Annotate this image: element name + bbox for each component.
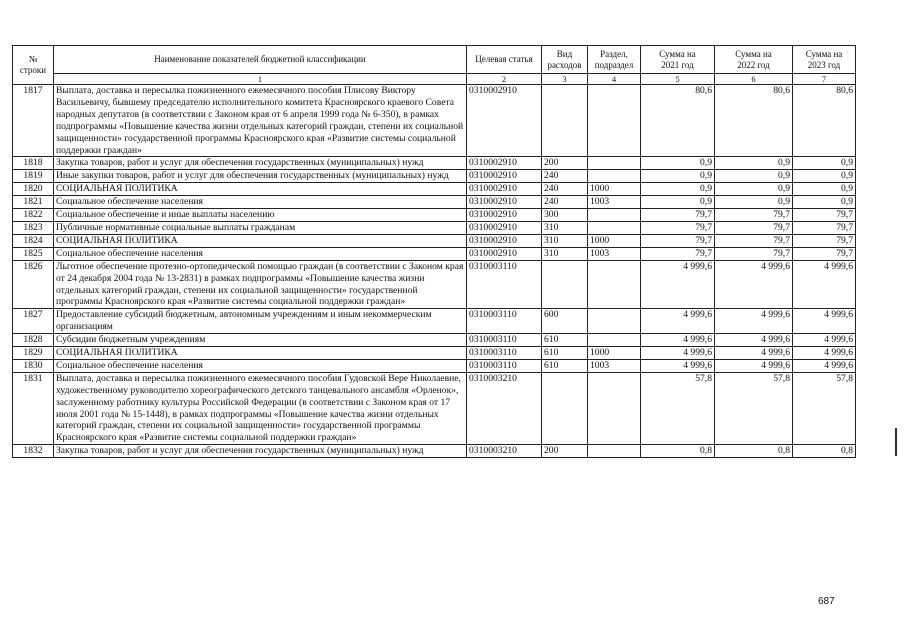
sum-2021: 4 999,6 (641, 260, 715, 309)
table-row (13, 221, 856, 234)
expense-type: 300 (542, 209, 588, 222)
sum-2021: 79,7 (641, 221, 715, 234)
target-article: 0310002910 (467, 157, 542, 170)
section: 1000 (588, 183, 641, 196)
column-header: Вид расходов (542, 46, 588, 74)
sum-2022: 4 999,6 (715, 334, 793, 347)
target-article: 0310003210 (467, 445, 542, 458)
sum-2022: 0,8 (715, 445, 793, 458)
target-article: 0310003110 (467, 334, 542, 347)
target-article: 0310002910 (467, 183, 542, 196)
target-article: 0310002910 (467, 170, 542, 183)
row-number: 1819 (13, 170, 54, 183)
table-row (13, 157, 856, 170)
table-body (13, 85, 856, 458)
sum-2022: 4 999,6 (715, 309, 793, 334)
expense-type: 600 (542, 309, 588, 334)
section: 1003 (588, 247, 641, 260)
row-name: Социальное обеспечение населения (54, 247, 467, 260)
table-row (13, 347, 856, 360)
sum-2023: 4 999,6 (793, 260, 856, 309)
expense-type: 610 (542, 334, 588, 347)
sum-2021: 57,8 (641, 372, 715, 444)
sum-2022: 80,6 (715, 85, 793, 157)
budget-table (12, 45, 856, 458)
column-number: 1 (54, 74, 467, 85)
sum-2023: 4 999,6 (793, 347, 856, 360)
row-number: 1820 (13, 183, 54, 196)
row-number: 1830 (13, 359, 54, 372)
sum-2023: 0,9 (793, 196, 856, 209)
column-header: Целевая статья (467, 46, 542, 74)
sum-2021: 4 999,6 (641, 359, 715, 372)
sum-2021: 0,9 (641, 196, 715, 209)
column-number: 6 (715, 74, 793, 85)
table-row (13, 170, 856, 183)
sum-2023: 80,6 (793, 85, 856, 157)
row-number: 1817 (13, 85, 54, 157)
target-article: 0310003110 (467, 359, 542, 372)
row-name: Предоставление субсидий бюджетным, автономным учреждениям и иным некоммерческим организациям (54, 309, 467, 334)
column-header: Раздел, подраздел (588, 46, 641, 74)
page-number: 687 (818, 596, 835, 607)
sum-2022: 4 999,6 (715, 347, 793, 360)
column-header: Сумма на 2022 год (715, 46, 793, 74)
expense-type: 310 (542, 234, 588, 247)
sum-2023: 57,8 (793, 372, 856, 444)
sum-2023: 0,9 (793, 170, 856, 183)
row-name: СОЦИАЛЬНАЯ ПОЛИТИКА (54, 183, 467, 196)
column-header: Сумма на 2023 год (793, 46, 856, 74)
row-name: СОЦИАЛЬНАЯ ПОЛИТИКА (54, 234, 467, 247)
row-name: Выплата, доставка и пересылка пожизненного ежемесячного пособия Плисову Виктору Васильевичу, бывшему председателю исполнительного комитета Красноярского краевого Совета народных депутатов (в соответствии с Законом края от 6 апреля 1999 года № 6-350), в рамках подпрограммы «Повышение качества жизни отдельных категорий граждан, степени их социальной защищенности» государственной программы Красноярского края «Развитие системы социальной поддержки граждан» (54, 85, 467, 157)
sum-2023: 4 999,6 (793, 309, 856, 334)
expense-type: 240 (542, 183, 588, 196)
sum-2021: 0,9 (641, 157, 715, 170)
section: 1000 (588, 347, 641, 360)
sum-2023: 79,7 (793, 247, 856, 260)
row-name: СОЦИАЛЬНАЯ ПОЛИТИКА (54, 347, 467, 360)
column-number: 5 (641, 74, 715, 85)
sum-2023: 79,7 (793, 234, 856, 247)
table-row (13, 183, 856, 196)
sum-2022: 57,8 (715, 372, 793, 444)
row-name: Публичные нормативные социальные выплаты гражданам (54, 221, 467, 234)
sum-2022: 0,9 (715, 170, 793, 183)
section (588, 309, 641, 334)
expense-type: 310 (542, 221, 588, 234)
sum-2021: 4 999,6 (641, 334, 715, 347)
table-row (13, 359, 856, 372)
target-article: 0310003210 (467, 372, 542, 444)
sum-2022: 79,7 (715, 247, 793, 260)
target-article: 0310002910 (467, 85, 542, 157)
sum-2022: 0,9 (715, 157, 793, 170)
table-row (13, 372, 856, 444)
column-number: 3 (542, 74, 588, 85)
sum-2021: 0,9 (641, 183, 715, 196)
sum-2022: 4 999,6 (715, 359, 793, 372)
row-number: 1832 (13, 445, 54, 458)
row-number: 1827 (13, 309, 54, 334)
column-number: 2 (467, 74, 542, 85)
header-row (13, 46, 856, 74)
table-row (13, 445, 856, 458)
section (588, 260, 641, 309)
expense-type (542, 260, 588, 309)
expense-type (542, 372, 588, 444)
row-number: 1823 (13, 221, 54, 234)
expense-type: 610 (542, 347, 588, 360)
row-name: Социальное обеспечение населения (54, 196, 467, 209)
sum-2022: 0,9 (715, 183, 793, 196)
margin-mark (895, 428, 897, 456)
row-name: Социальное обеспечение и иные выплаты населению (54, 209, 467, 222)
table-row (13, 260, 856, 309)
section (588, 445, 641, 458)
row-number: 1825 (13, 247, 54, 260)
section: 1003 (588, 359, 641, 372)
row-number: 1828 (13, 334, 54, 347)
target-article: 0310003110 (467, 309, 542, 334)
sum-2023: 0,9 (793, 183, 856, 196)
column-number: 7 (793, 74, 856, 85)
target-article: 0310003110 (467, 260, 542, 309)
row-name: Выплата, доставка и пересылка пожизненного ежемесячного пособия Гудовской Вере Николаевне, художественному руководителю хореографического детского танцевального ансамбля «Орленок», заслуженному работнику культуры Российской Федерации (в соответствии с Законом края от 17 июля 2001 года № 15-1448), в рамках подпрограммы «Повышение качества жизни отдельных категорий граждан, степени их социальной защищенности» государственной программы Красноярского края «Развитие системы социальной поддержки граждан» (54, 372, 467, 444)
sum-2023: 0,8 (793, 445, 856, 458)
expense-type: 310 (542, 247, 588, 260)
table-row (13, 209, 856, 222)
table-row (13, 234, 856, 247)
target-article: 0310002910 (467, 221, 542, 234)
sum-2022: 79,7 (715, 209, 793, 222)
sum-2022: 79,7 (715, 234, 793, 247)
row-name: Иные закупки товаров, работ и услуг для обеспечения государственных (муниципальных) нужд (54, 170, 467, 183)
expense-type: 240 (542, 196, 588, 209)
column-header: Сумма на 2021 год (641, 46, 715, 74)
column-header: № строки (13, 46, 54, 85)
sum-2021: 79,7 (641, 234, 715, 247)
sum-2021: 4 999,6 (641, 309, 715, 334)
section (588, 85, 641, 157)
target-article: 0310003110 (467, 347, 542, 360)
target-article: 0310002910 (467, 209, 542, 222)
sum-2023: 4 999,6 (793, 359, 856, 372)
row-name: Закупка товаров, работ и услуг для обеспечения государственных (муниципальных) нужд (54, 157, 467, 170)
table-row (13, 247, 856, 260)
sum-2021: 4 999,6 (641, 347, 715, 360)
table-row (13, 334, 856, 347)
column-header: Наименование показателей бюджетной классификации (54, 46, 467, 74)
section: 1003 (588, 196, 641, 209)
section (588, 209, 641, 222)
sum-2021: 0,8 (641, 445, 715, 458)
row-number: 1821 (13, 196, 54, 209)
row-number: 1822 (13, 209, 54, 222)
sum-2023: 0,9 (793, 157, 856, 170)
row-name: Субсидии бюджетным учреждениям (54, 334, 467, 347)
expense-type: 240 (542, 170, 588, 183)
target-article: 0310002910 (467, 247, 542, 260)
sum-2022: 79,7 (715, 221, 793, 234)
section: 1000 (588, 234, 641, 247)
row-name: Льготное обеспечение протезно-ортопедической помощью граждан (в соответствии с Законом края от 24 декабря 2004 года № 13-2831) в рамках подпрограммы «Повышение качества жизни отдельных категорий граждан, степени их социальной защищенности» государственной программы Красноярского края «Развитие системы социальной поддержки граждан» (54, 260, 467, 309)
row-name: Закупка товаров, работ и услуг для обеспечения государственных (муниципальных) нужд (54, 445, 467, 458)
section (588, 334, 641, 347)
sum-2023: 79,7 (793, 221, 856, 234)
row-number: 1824 (13, 234, 54, 247)
expense-type: 200 (542, 157, 588, 170)
section (588, 372, 641, 444)
target-article: 0310002910 (467, 234, 542, 247)
sum-2022: 4 999,6 (715, 260, 793, 309)
sum-2021: 79,7 (641, 247, 715, 260)
row-number: 1826 (13, 260, 54, 309)
sum-2021: 80,6 (641, 85, 715, 157)
row-number: 1829 (13, 347, 54, 360)
expense-type: 200 (542, 445, 588, 458)
sum-2023: 79,7 (793, 209, 856, 222)
column-number: 4 (588, 74, 641, 85)
table-row (13, 85, 856, 157)
expense-type (542, 85, 588, 157)
sum-2023: 4 999,6 (793, 334, 856, 347)
section (588, 157, 641, 170)
sum-2021: 79,7 (641, 209, 715, 222)
row-number: 1831 (13, 372, 54, 444)
expense-type: 610 (542, 359, 588, 372)
column-number-row (13, 74, 856, 85)
row-name: Социальное обеспечение населения (54, 359, 467, 372)
table-row (13, 196, 856, 209)
sum-2021: 0,9 (641, 170, 715, 183)
section (588, 221, 641, 234)
row-number: 1818 (13, 157, 54, 170)
sum-2022: 0,9 (715, 196, 793, 209)
target-article: 0310002910 (467, 196, 542, 209)
table-row (13, 309, 856, 334)
section (588, 170, 641, 183)
